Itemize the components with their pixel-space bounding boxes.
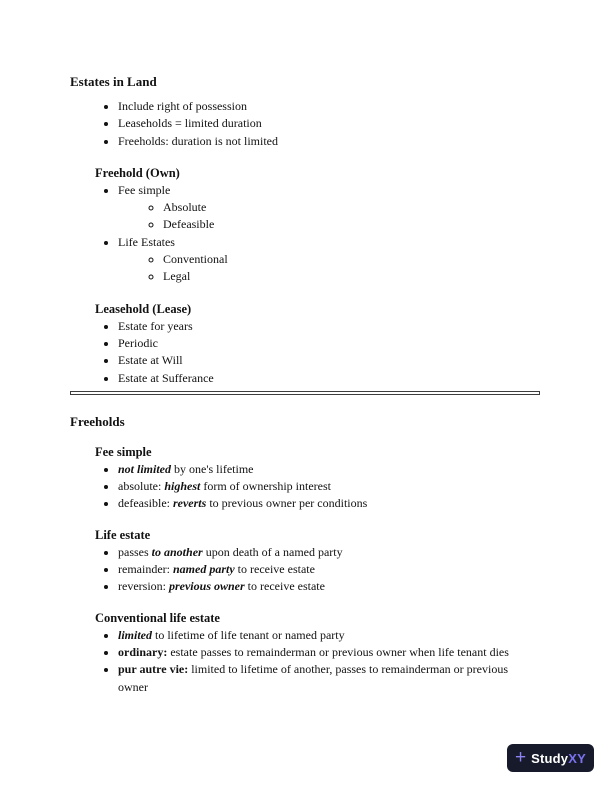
list-item-text: Estate at Sufferance: [118, 370, 214, 385]
plus-icon: +: [515, 746, 527, 768]
list-item-emphasis: previous owner: [168, 579, 245, 594]
list-item-text-pre: absolute:: [118, 479, 165, 494]
list-item-text: Estate at Will: [118, 353, 183, 368]
list-item-text-pre: reversion:: [118, 579, 169, 594]
list-item-text: Defeasible: [163, 217, 215, 232]
list-item: [118, 627, 540, 644]
life-estates-sublist: [118, 251, 540, 286]
list-item-text-pre: passes: [118, 544, 152, 559]
list-item: [163, 268, 540, 285]
heading-leasehold-lease: Leasehold (Lease): [95, 301, 192, 316]
list-item-emphasis: reverts: [172, 496, 207, 511]
list-item: [163, 251, 540, 268]
list-item-text-pre: remainder:: [118, 562, 173, 577]
list-item: [118, 495, 540, 512]
list-item-text-post: limited to lifetime of another, passes to remainderman or previous owner: [118, 662, 508, 694]
conventional-life-estate-detail-list: [0, 627, 540, 696]
list-item: [118, 661, 540, 696]
list-item: [118, 318, 540, 335]
list-item-bold-lead: ordinary:: [118, 644, 168, 659]
list-item-text-post: upon death of a named party: [202, 544, 343, 559]
list-item-text: Life Estates: [118, 234, 175, 249]
list-item-emphasis: named party: [172, 562, 235, 577]
list-item: [118, 644, 540, 661]
list-item-text: Fee simple: [118, 182, 171, 197]
list-item-emphasis: to another: [151, 544, 203, 559]
list-item-text-post: by one's lifetime: [171, 461, 254, 476]
life-estate-detail-list: [0, 544, 540, 596]
heading-fee-simple: Fee simple: [95, 444, 152, 459]
list-item-text-post: estate passes to remainderman or previous owner when life tenant dies: [167, 644, 509, 659]
list-item-text-pre: defeasible:: [118, 496, 173, 511]
list-item: [118, 544, 540, 561]
list-item-text: Absolute: [163, 200, 207, 215]
list-item: [118, 370, 540, 387]
list-item: [118, 182, 540, 234]
list-item-text: Legal: [163, 269, 191, 284]
list-item-text: Periodic: [118, 335, 158, 350]
list-item-text-post: to receive estate: [244, 579, 325, 594]
freehold-list: [0, 182, 540, 286]
heading-life-estate: Life estate: [95, 527, 151, 542]
heading-freehold-own: Freehold (Own): [95, 165, 180, 180]
list-item-text-post: to receive estate: [234, 562, 315, 577]
list-item-emphasis: not limited: [118, 461, 172, 476]
list-item-emphasis: highest: [164, 479, 201, 494]
list-item: [118, 461, 540, 478]
list-item-text-post: form of ownership interest: [200, 479, 331, 494]
list-item: [163, 216, 540, 233]
list-item: [118, 98, 540, 115]
studyxy-logo-badge: [507, 744, 594, 772]
estates-intro-list: [0, 98, 540, 150]
list-item-text: Include right of possession: [118, 99, 247, 113]
list-item: [118, 478, 540, 495]
fee-simple-sublist: [118, 199, 540, 234]
list-item: [118, 352, 540, 369]
list-item: [118, 234, 540, 286]
leasehold-list: [0, 318, 540, 387]
list-item: [118, 561, 540, 578]
list-item-text-post: to lifetime of life tenant or named party: [152, 627, 345, 642]
section-title-freeholds: Freeholds: [70, 413, 125, 429]
list-item-text-post: to previous owner per conditions: [206, 496, 368, 511]
list-item: [163, 199, 540, 216]
list-item: [118, 133, 540, 150]
brand-name: Study: [531, 750, 569, 766]
list-item-bold-lead: pur autre vie:: [118, 662, 189, 677]
list-item-text: Freeholds: duration is not limited: [118, 133, 278, 148]
list-item-emphasis: limited: [118, 627, 152, 642]
fee-simple-detail-list: [0, 461, 540, 513]
list-item-text: Estate for years: [118, 318, 193, 333]
list-item-text: Leaseholds = limited duration: [118, 116, 262, 131]
list-item: [118, 115, 540, 132]
brand-suffix: XY: [568, 750, 586, 766]
list-item: [118, 335, 540, 352]
section-title-estates-in-land: Estates in Land: [70, 74, 157, 89]
heading-conventional-life-estate: Conventional life estate: [95, 610, 220, 625]
section-divider: [70, 391, 540, 395]
list-item-text: Conventional: [163, 252, 228, 267]
list-item: [118, 578, 540, 595]
